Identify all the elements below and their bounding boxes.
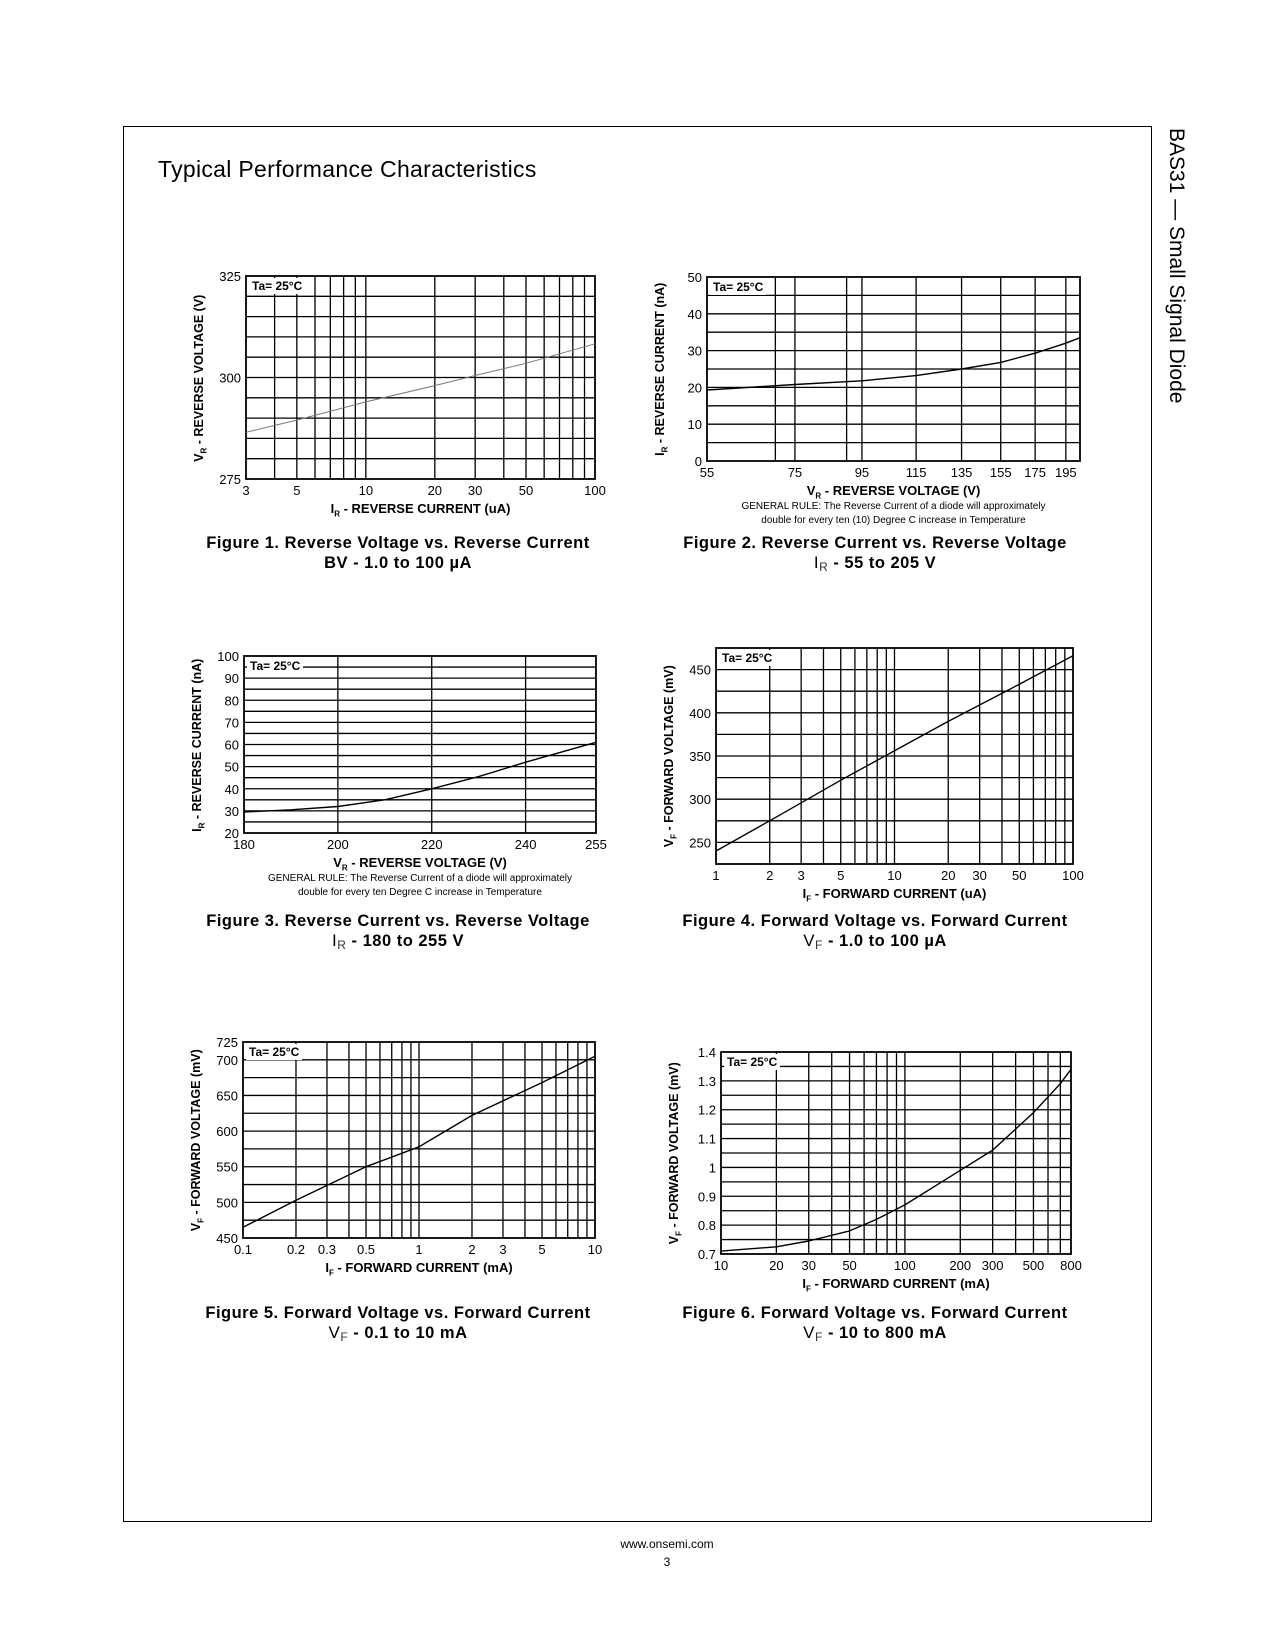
figure-subtitle <box>168 1323 628 1347</box>
x-axis-label <box>210 855 630 873</box>
figure-caption <box>168 911 628 955</box>
chart-2 <box>688 270 1080 480</box>
y-tick-label: 90 <box>224 671 239 687</box>
x-tick-label: 100 <box>584 483 606 498</box>
chart-6 <box>698 1045 1082 1273</box>
temperature-annotation: Ta= 25°C <box>247 658 303 674</box>
x-tick-label: 30 <box>972 868 987 883</box>
x-label-subscript: F <box>328 1268 334 1278</box>
subtitle-symbol: I <box>813 553 820 572</box>
x-tick-label: 255 <box>585 837 607 852</box>
y-label-text: - FORWARD VOLTAGE (mV) <box>188 1049 203 1219</box>
y-label-symbol: V <box>191 452 206 462</box>
y-tick-label: 50 <box>224 759 239 775</box>
x-label-text: - REVERSE CURRENT (uA) <box>339 501 511 516</box>
y-tick-label: 0 <box>694 454 702 469</box>
x-label-subscript: F <box>806 894 812 904</box>
x-axis-label <box>685 886 1105 904</box>
x-axis-label <box>686 1276 1106 1294</box>
x-tick-label: 2 <box>766 868 774 883</box>
y-tick-label: 700 <box>216 1052 238 1068</box>
y-tick-label: 250 <box>689 835 711 851</box>
y-tick-label: 40 <box>687 306 702 322</box>
y-axis-label <box>653 249 670 489</box>
x-tick-label: 300 <box>981 1258 1004 1273</box>
y-label-subscript: R <box>197 822 207 828</box>
chart-5 <box>216 1035 602 1257</box>
figure-title: Figure 4. Forward Voltage vs. Forward Current <box>682 912 1068 930</box>
temperature-annotation: Ta= 25°C <box>724 1054 780 1070</box>
x-label-symbol: I <box>325 1260 329 1275</box>
y-label-symbol: V <box>188 1222 203 1232</box>
x-tick-label: 200 <box>949 1258 972 1273</box>
subtitle-subscript: F <box>815 1330 823 1344</box>
y-label-text: - FORWARD VOLTAGE (mV) <box>661 665 676 835</box>
x-tick-label: 30 <box>467 483 483 498</box>
x-label-subscript: R <box>815 491 822 501</box>
x-tick-label: 3 <box>242 483 250 498</box>
x-tick-label: 100 <box>894 1258 916 1273</box>
y-tick-label: 1.2 <box>697 1102 716 1118</box>
y-label-subscript: R <box>660 446 670 453</box>
y-label-subscript: F <box>196 1218 206 1223</box>
y-tick-label: 100 <box>217 649 239 664</box>
x-axis-label <box>211 501 631 519</box>
x-tick-label: 0.2 <box>286 1242 306 1257</box>
subtitle-text: BV - 1.0 to 100 µA <box>324 554 472 572</box>
x-tick-label: 10 <box>358 483 374 498</box>
x-tick-label: 20 <box>769 1258 784 1273</box>
x-axis-label <box>684 483 1104 501</box>
x-label-subscript: F <box>805 1284 811 1294</box>
y-tick-label: 1.1 <box>697 1131 716 1147</box>
figure-subtitle <box>645 1323 1105 1347</box>
temperature-annotation: Ta= 25°C <box>710 279 766 295</box>
x-label-symbol: V <box>806 483 816 498</box>
figure-caption <box>645 533 1105 577</box>
x-tick-label: 10 <box>587 1242 603 1257</box>
y-tick-label: 30 <box>224 803 239 819</box>
x-label-symbol: I <box>802 886 807 901</box>
page-title: Typical Performance Characteristics <box>158 156 537 182</box>
x-tick-label: 1 <box>415 1242 423 1257</box>
figure-title: Figure 2. Reverse Current vs. Reverse Voltage <box>683 534 1067 552</box>
y-label-text: - REVERSE CURRENT (nA) <box>652 282 667 447</box>
x-label-symbol: I <box>802 1276 806 1291</box>
y-label-symbol: I <box>189 827 204 832</box>
y-tick-label: 20 <box>224 826 239 841</box>
y-label-subscript: F <box>669 834 679 839</box>
series-line <box>707 338 1080 390</box>
y-tick-label: 20 <box>687 380 702 396</box>
y-tick-label: 60 <box>224 737 239 753</box>
subtitle-symbol: V <box>803 1323 816 1342</box>
y-label-symbol: I <box>652 452 667 456</box>
y-tick-label: 50 <box>687 270 702 285</box>
x-tick-label: 200 <box>327 837 349 852</box>
y-tick-label: 400 <box>689 705 711 721</box>
y-tick-label: 10 <box>687 417 702 433</box>
y-tick-label: 0.7 <box>697 1247 716 1262</box>
y-tick-label: 1.3 <box>697 1073 716 1089</box>
y-tick-label: 500 <box>216 1195 238 1211</box>
y-tick-label: 350 <box>689 749 711 764</box>
y-tick-label: 0.9 <box>697 1189 716 1205</box>
x-label-subscript: R <box>341 863 348 873</box>
x-tick-label: 240 <box>514 837 537 852</box>
x-tick-label: 220 <box>420 837 443 852</box>
x-tick-label: 0.3 <box>317 1242 337 1257</box>
x-tick-label: 10 <box>887 868 902 883</box>
subtitle-subscript: F <box>815 938 823 952</box>
x-tick-label: 20 <box>427 483 443 498</box>
figure-caption <box>168 533 628 577</box>
x-tick-label: 115 <box>905 465 927 480</box>
y-axis-label <box>189 1020 206 1260</box>
subtitle-symbol: V <box>328 1323 341 1342</box>
subtitle-symbol: I <box>332 931 338 950</box>
x-tick-label: 100 <box>1062 868 1084 883</box>
subtitle-symbol: V <box>803 931 816 950</box>
figure-caption <box>168 1303 628 1347</box>
y-axis-label <box>667 1033 684 1273</box>
y-tick-label: 450 <box>689 662 711 678</box>
y-tick-label: 650 <box>216 1088 238 1104</box>
subtitle-subscript: R <box>337 938 347 952</box>
y-label-subscript: F <box>674 1231 684 1236</box>
subtitle-text: - 180 to 255 V <box>346 932 464 950</box>
x-tick-label: 5 <box>538 1242 546 1257</box>
x-tick-label: 55 <box>699 465 715 480</box>
x-label-text: - FORWARD CURRENT (uA) <box>811 886 987 901</box>
x-tick-label: 0.5 <box>356 1242 376 1257</box>
figure-title: Figure 1. Reverse Voltage vs. Reverse Current <box>206 534 590 552</box>
figure-title: Figure 5. Forward Voltage vs. Forward Current <box>205 1304 591 1322</box>
figure-subtitle <box>168 931 628 955</box>
x-tick-label: 95 <box>854 465 870 480</box>
x-tick-label: 5 <box>293 483 301 498</box>
x-tick-label: 20 <box>940 868 956 883</box>
y-tick-label: 450 <box>216 1231 238 1246</box>
figure-title: Figure 3. Reverse Current vs. Reverse Voltage <box>206 912 590 930</box>
x-tick-label: 155 <box>989 465 1012 480</box>
x-label-text: - FORWARD CURRENT (mA) <box>810 1276 990 1291</box>
x-axis-label <box>209 1260 629 1278</box>
general-rule-note: double for every ten Degree C increase in Temperature <box>298 887 542 898</box>
x-tick-label: 3 <box>499 1242 507 1257</box>
chart-3 <box>217 649 607 852</box>
side-title: BAS31 — Small Signal Diode <box>1165 128 1188 404</box>
x-label-text: - REVERSE VOLTAGE (V) <box>347 855 507 870</box>
x-tick-label: 75 <box>787 465 803 480</box>
subtitle-subscript: R <box>819 560 829 574</box>
x-tick-label: 500 <box>1022 1258 1045 1273</box>
general-rule-note: GENERAL RULE: The Reverse Current of a diode will approximately <box>741 501 1046 512</box>
subtitle-text: - 1.0 to 100 µA <box>822 932 947 950</box>
y-tick-label: 0.8 <box>697 1218 716 1234</box>
subtitle-subscript: F <box>340 1330 349 1344</box>
y-tick-label: 725 <box>216 1035 238 1050</box>
x-tick-label: 50 <box>518 483 534 498</box>
chart-4 <box>689 648 1084 883</box>
x-tick-label: 800 <box>1060 1258 1082 1273</box>
y-label-symbol: V <box>666 1235 681 1245</box>
temperature-annotation: Ta= 25°C <box>246 1044 302 1060</box>
y-axis-label <box>662 636 679 876</box>
x-label-symbol: V <box>333 855 342 870</box>
figure-caption <box>645 1303 1105 1347</box>
x-tick-label: 10 <box>713 1258 729 1273</box>
y-label-text: - REVERSE VOLTAGE (V) <box>191 294 206 448</box>
figure-subtitle <box>645 553 1105 577</box>
y-tick-label: 300 <box>219 370 241 386</box>
x-tick-label: 2 <box>468 1242 476 1257</box>
subtitle-text: - 10 to 800 mA <box>822 1324 947 1342</box>
temperature-annotation: Ta= 25°C <box>249 278 305 294</box>
y-tick-label: 300 <box>689 792 711 808</box>
page-number: 3 <box>663 1555 671 1569</box>
x-label-text: - REVERSE VOLTAGE (V) <box>821 483 981 498</box>
y-tick-label: 1 <box>708 1160 716 1176</box>
general-rule-note: GENERAL RULE: The Reverse Current of a diode will approximately <box>267 873 573 884</box>
x-label-text: - FORWARD CURRENT (mA) <box>333 1260 513 1275</box>
x-tick-label: 50 <box>1012 868 1027 883</box>
temperature-annotation: Ta= 25°C <box>719 650 775 666</box>
y-label-text: - FORWARD VOLTAGE (mV) <box>666 1062 681 1232</box>
y-label-symbol: V <box>661 838 676 848</box>
subtitle-text: - 55 to 205 V <box>828 554 937 572</box>
general-rule-note: double for every ten (10) Degree C increase in Temperature <box>761 515 1026 526</box>
x-tick-label: 180 <box>233 837 255 852</box>
y-tick-label: 70 <box>224 715 239 731</box>
y-tick-label: 275 <box>219 472 241 487</box>
y-tick-label: 600 <box>216 1124 238 1140</box>
y-tick-label: 550 <box>216 1159 238 1175</box>
x-label-subscript: R <box>334 509 340 519</box>
x-tick-label: 175 <box>1024 465 1046 480</box>
footer-url[interactable]: www.onsemi.com <box>620 1537 714 1551</box>
x-tick-label: 30 <box>801 1258 816 1273</box>
y-axis-label <box>190 625 207 865</box>
x-label-symbol: I <box>330 501 335 516</box>
y-tick-label: 80 <box>224 693 239 709</box>
figure-subtitle <box>168 553 628 577</box>
y-tick-label: 1.4 <box>697 1045 716 1060</box>
x-tick-label: 135 <box>950 465 973 480</box>
figure-caption <box>645 911 1105 955</box>
y-tick-label: 30 <box>687 343 702 359</box>
x-tick-label: 0.1 <box>233 1242 253 1257</box>
y-label-text: - REVERSE CURRENT (nA) <box>189 658 204 823</box>
y-tick-label: 325 <box>219 269 241 284</box>
chart-1 <box>219 269 606 498</box>
x-tick-label: 3 <box>797 868 805 883</box>
x-tick-label: 195 <box>1054 465 1077 480</box>
y-label-subscript: R <box>199 447 209 453</box>
x-tick-label: 5 <box>837 868 845 883</box>
x-tick-label: 50 <box>842 1258 857 1273</box>
subtitle-text: - 0.1 to 10 mA <box>348 1324 468 1342</box>
figure-title: Figure 6. Forward Voltage vs. Forward Current <box>682 1304 1068 1322</box>
figure-subtitle <box>645 931 1105 955</box>
x-tick-label: 1 <box>712 868 720 883</box>
y-tick-label: 40 <box>224 781 239 797</box>
y-axis-label <box>192 258 209 498</box>
